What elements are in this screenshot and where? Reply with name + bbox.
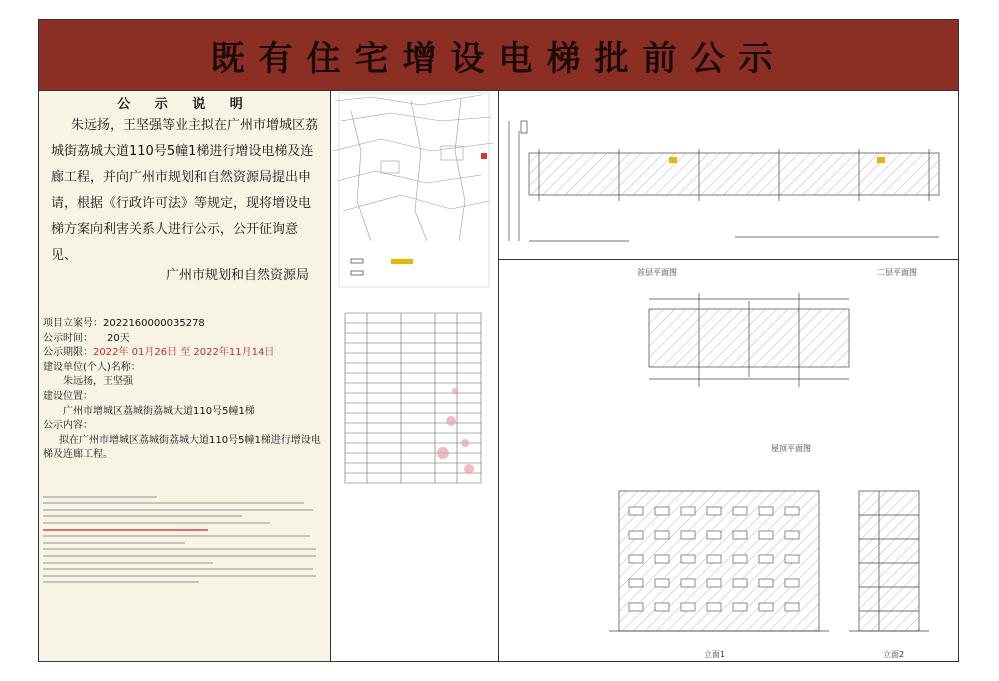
notes-block <box>43 491 327 641</box>
roof-plan <box>499 281 958 441</box>
drawings-panel <box>499 91 958 661</box>
address-label: 建设位置： <box>43 390 93 402</box>
project-no-label: 项目立案号： <box>43 318 103 329</box>
site-plan-drawing <box>331 91 497 659</box>
project-no: 2022160000035278 <box>103 318 205 329</box>
content-value: 拟在广州市增城区荔城街荔城大道110号5幢1梯进行增设电梯及连廊工程。 <box>43 434 321 461</box>
applicant-value: 朱远扬，王坚强 <box>63 376 133 388</box>
elevation-drawings <box>499 471 958 641</box>
plan-label-5: 立面2 <box>883 650 905 659</box>
plan-label-4: 立面1 <box>704 650 726 659</box>
plan-label-3: 屋顶平面图 <box>771 444 811 453</box>
content-label: 公示内容： <box>43 420 93 432</box>
project-info <box>43 317 327 463</box>
notice-panel <box>39 91 331 661</box>
notice-heading: 公 示 说 明 <box>117 97 253 112</box>
notice-body: 朱远扬，王坚强等业主拟在广州市增城区荔城街荔城大道110号5幢1梯进行增设电梯及连廊工程，并向广州市规划和自然资源局提出申请，根据《行政许可法》等规定，现将增设电梯方案向利害关系人进行公示，公开征询意见、 <box>51 118 319 263</box>
dates-value: 2022年 01月26日 至 2022年11月14日 <box>93 347 275 359</box>
plan-label-1: 首层平面图 <box>637 268 677 277</box>
floor-plan-top <box>499 91 958 259</box>
notice-board <box>38 19 959 662</box>
notice-signature: 广州市规划和自然资源局 <box>165 268 309 283</box>
period-label: 公示时间： <box>43 332 93 344</box>
page-title: 既有住宅增设电梯批前公示 <box>210 38 787 79</box>
dates-label: 公示期限： <box>43 347 93 359</box>
applicant-label: 建设单位(个人)名称： <box>43 361 141 373</box>
address-value: 广州市增城区荔城街荔城大道110号5幢1梯 <box>63 405 255 417</box>
plan-label-2: 二层平面图 <box>877 268 917 277</box>
site-plan-panel <box>331 91 499 661</box>
period-value: 20天 <box>107 332 130 344</box>
title-banner <box>39 20 958 91</box>
drawing-divider <box>499 259 958 260</box>
